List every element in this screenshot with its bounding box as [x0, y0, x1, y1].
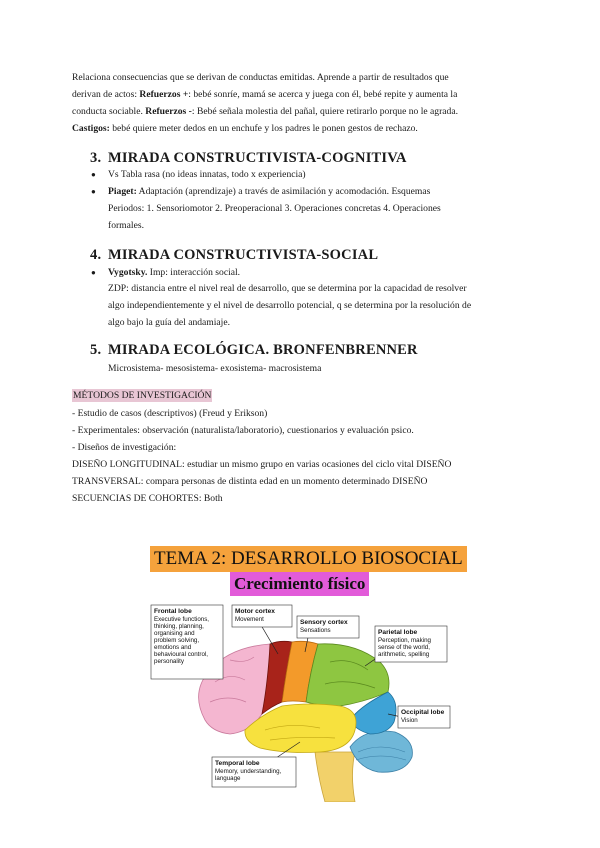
- parietal-lobe-title: Parietal lobe: [378, 629, 418, 636]
- svg-text:Frontal lobe Executive f: Frontal lobe Executive functions, thinking, planning, organising and problem solving, emotions and behavioural control, personality: [154, 608, 210, 665]
- frontal-lobe-title: Frontal lobe: [154, 608, 192, 615]
- section-5-heading: 5. MIRADA ECOLÓGICA. BRONFENBRENNER: [90, 342, 418, 358]
- zdp-paragraph: ZDP: distancia entre el nivel real de desarrollo, que se determina por la capacidad de resolver algo independientemente y el nivel de desarrollo potencial, q se determina por la resolución de algo bajo la guía del andamiaje.: [108, 283, 472, 328]
- motor-cortex-title: Motor cortex: [235, 608, 275, 615]
- list-item: ● Vygotsky. Imp: interacción social.: [90, 264, 530, 281]
- section-4-list: [90, 264, 530, 281]
- intro-line-1: Relaciona consecuencias que se derivan de conductas emitidas. Aprende a partir de resultados que: [72, 72, 449, 83]
- intro-line-3: conducta sociable. Refuerzos -: Bebé señala molestia del pañal, quiere retirarlo porque no le agrada.: [72, 106, 459, 117]
- svg-text:Occipital lobe Vision: Occipital lobe Vision: [401, 709, 445, 724]
- svg-text:Parietal lobe Perception: Parietal lobe Perception, making sense of the world, arithmetic, spelling: [378, 629, 431, 658]
- list-item: ● Vs Tabla rasa (no ideas innatas, todo x experiencia): [90, 166, 530, 183]
- castigos: Castigos:: [72, 123, 110, 134]
- list-item: ● Piaget: Adaptación (aprendizaje) a través de asimilación y acomodación. Esquemas Periodos: 1. Sensoriomotor 2. Preoperacional 3. Operaciones concretas 4. Operaciones formales.: [90, 183, 530, 234]
- refuerzos-negativos: Refuerzos -: [145, 106, 192, 117]
- section-4-heading: 4. MIRADA CONSTRUCTIVISTA-SOCIAL: [90, 247, 379, 263]
- crecimiento-fisico-subtitle: Crecimiento físico: [230, 572, 369, 596]
- intro-line-4: Castigos: bebé quiere meter dedos en un enchufe y los padres le ponen gestos de rechazo.: [72, 123, 418, 134]
- sensory-cortex-title: Sensory cortex: [300, 619, 348, 626]
- refuerzos-positivos: Refuerzos +: [139, 89, 189, 100]
- occipital-lobe-title: Occipital lobe: [401, 709, 445, 716]
- svg-text:Sensory cortex Sensation: Sensory cortex Sensations: [300, 619, 348, 634]
- svg-text:Motor cortex Movement: Motor cortex Movement: [235, 608, 275, 623]
- brain-stem: [315, 752, 355, 802]
- tema-2-title: TEMA 2: DESARROLLO BIOSOCIAL: [150, 546, 467, 572]
- intro-paragraph: [72, 69, 532, 137]
- brain-diagram: [150, 602, 468, 802]
- svg-text:Temporal lobe Memory, un: Temporal lobe Memory, understanding, language: [215, 760, 282, 782]
- metodos-heading: MÉTODOS DE INVESTIGACIÓN: [73, 390, 212, 401]
- section-5-text: Microsistema- mesosistema- exosistema- macrosistema: [108, 363, 322, 374]
- section-3-heading: 3. MIRADA CONSTRUCTIVISTA-COGNITIVA: [90, 150, 407, 166]
- temporal-lobe-title: Temporal lobe: [215, 760, 260, 767]
- section-3-list: [90, 166, 530, 234]
- intro-line-2: derivan de actos: Refuerzos +: bebé sonríe, mamá se acerca y juega con él, bebé repite y aumenta la: [72, 89, 458, 100]
- metodos-list: - Estudio de casos (descriptivos) (Freud y Erikson) - Experimentales: observación (naturalista/laboratorio), cuestionarios y evaluación psico. - Diseños de investigación: DISEÑO LONGITUDINAL: estudiar un mismo grupo en varias ocasiones del ciclo vital DISEÑO TRANSVERSAL: compara personas de distinta edad en un momento determinado DISEÑO SECUENCIAS DE COHORTES: Both: [72, 408, 452, 504]
